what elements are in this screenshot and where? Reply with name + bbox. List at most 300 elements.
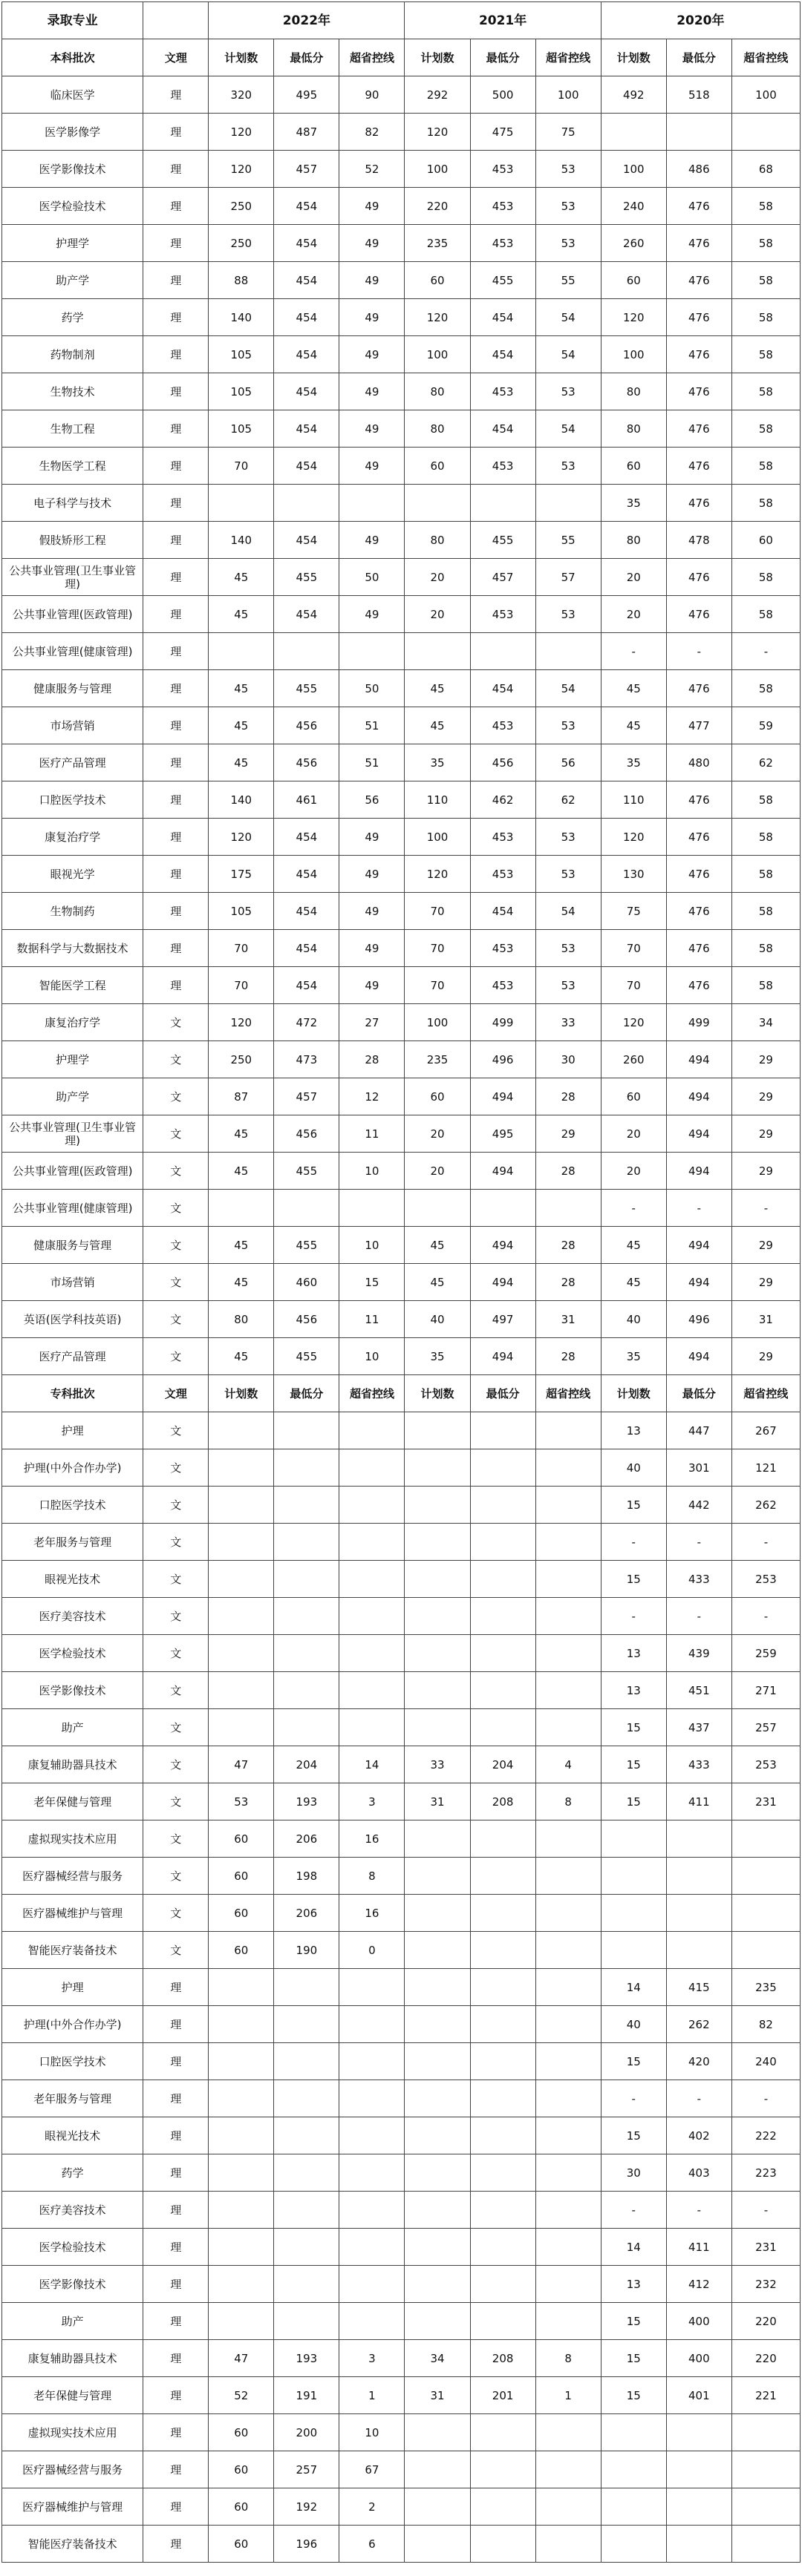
table-row	[2, 2006, 801, 2043]
major-name-cell: 医疗器械经营与服务	[2, 2451, 143, 2488]
value-cell: -	[666, 2192, 731, 2229]
value-cell	[274, 2006, 339, 2043]
value-cell: 31	[405, 2377, 470, 2414]
track-cell: 理	[143, 336, 209, 373]
track-cell: 文	[143, 1709, 209, 1746]
value-cell: 411	[666, 2229, 731, 2266]
value-cell: 58	[731, 967, 800, 1004]
value-cell	[405, 2266, 470, 2303]
value-cell	[339, 2080, 405, 2117]
value-cell: 3	[339, 2340, 405, 2377]
value-cell: 476	[666, 967, 731, 1004]
value-cell: 29	[535, 1115, 601, 1153]
value-cell: 16	[339, 1820, 405, 1858]
value-cell	[535, 633, 601, 670]
value-cell: 456	[470, 744, 535, 781]
value-cell	[666, 1932, 731, 1969]
value-cell: 120	[209, 1004, 274, 1041]
track-cell: 理	[143, 2303, 209, 2340]
value-cell	[601, 1858, 666, 1895]
value-cell: 455	[470, 522, 535, 559]
value-cell: 494	[666, 1153, 731, 1190]
major-name-cell: 公共事业管理(医政管理)	[2, 1153, 143, 1190]
value-cell: 28	[535, 1153, 601, 1190]
major-name-cell: 虚拟现实技术应用	[2, 1820, 143, 1858]
track-cell: 理	[143, 633, 209, 670]
track-cell: 理	[143, 893, 209, 930]
value-cell: 499	[666, 1004, 731, 1041]
value-cell: 55	[535, 522, 601, 559]
value-cell: 454	[470, 410, 535, 448]
value-cell: 45	[209, 559, 274, 596]
value-cell: 494	[666, 1264, 731, 1301]
major-name-cell: 助产学	[2, 1078, 143, 1115]
table-row	[2, 1672, 801, 1709]
value-cell: 58	[731, 819, 800, 856]
value-cell: 58	[731, 225, 800, 262]
value-cell: 120	[601, 819, 666, 856]
value-cell: 15	[601, 1709, 666, 1746]
value-cell: 235	[405, 1041, 470, 1078]
value-cell: 88	[209, 262, 274, 299]
value-cell: 11	[339, 1115, 405, 1153]
value-cell	[209, 1449, 274, 1487]
value-cell: 35	[405, 1338, 470, 1375]
value-cell	[470, 2006, 535, 2043]
value-cell	[274, 2229, 339, 2266]
value-cell: 476	[666, 856, 731, 893]
major-name-cell: 老年保健与管理	[2, 2377, 143, 2414]
value-cell: 35	[601, 1338, 666, 1375]
value-cell	[405, 1598, 470, 1635]
value-cell: 453	[470, 819, 535, 856]
value-cell	[731, 2488, 800, 2526]
table-row	[2, 225, 801, 262]
value-cell	[470, 1858, 535, 1895]
value-cell: 120	[405, 856, 470, 893]
value-cell	[339, 1412, 405, 1449]
major-name-cell: 护理学	[2, 225, 143, 262]
value-cell	[274, 1561, 339, 1598]
major-name-cell: 公共事业管理(健康管理)	[2, 1190, 143, 1227]
value-cell: 56	[535, 744, 601, 781]
value-cell: 87	[209, 1078, 274, 1115]
value-cell: 453	[470, 373, 535, 410]
value-cell: -	[601, 1524, 666, 1561]
value-cell	[209, 1709, 274, 1746]
value-cell: 208	[470, 1783, 535, 1820]
section-label: 专科批次	[2, 1375, 143, 1412]
major-name-cell: 医疗器械维护与管理	[2, 2488, 143, 2526]
value-cell: 56	[339, 781, 405, 819]
value-cell: 60	[405, 448, 470, 485]
value-cell	[405, 1412, 470, 1449]
year-header-row	[2, 2, 801, 39]
major-name-cell: 医疗产品管理	[2, 744, 143, 781]
metric-column-header: 计划数	[209, 1375, 274, 1412]
value-cell: 454	[274, 893, 339, 930]
value-cell: 58	[731, 410, 800, 448]
value-cell	[209, 1635, 274, 1672]
value-cell: 45	[405, 1227, 470, 1264]
value-cell: 15	[601, 1783, 666, 1820]
value-cell: 221	[731, 2377, 800, 2414]
value-cell	[470, 2154, 535, 2192]
table-row	[2, 2526, 801, 2563]
value-cell: 191	[274, 2377, 339, 2414]
value-cell: 49	[339, 373, 405, 410]
value-cell	[405, 1561, 470, 1598]
value-cell: 454	[274, 262, 339, 299]
value-cell	[470, 1672, 535, 1709]
value-cell	[209, 1561, 274, 1598]
value-cell: 105	[209, 373, 274, 410]
value-cell	[470, 1190, 535, 1227]
major-name-cell: 智能医疗装备技术	[2, 1932, 143, 1969]
major-name-cell: 生物医学工程	[2, 448, 143, 485]
value-cell: 120	[601, 299, 666, 336]
value-cell	[339, 2006, 405, 2043]
value-cell: 1	[339, 2377, 405, 2414]
value-cell: 53	[535, 707, 601, 744]
value-cell: 454	[274, 225, 339, 262]
value-cell: 58	[731, 596, 800, 633]
major-name-cell: 口腔医学技术	[2, 2043, 143, 2080]
value-cell: 400	[666, 2340, 731, 2377]
value-cell	[601, 1932, 666, 1969]
value-cell: 49	[339, 967, 405, 1004]
table-row	[2, 1115, 801, 1153]
section-header-row	[2, 39, 801, 76]
table-row	[2, 2414, 801, 2451]
value-cell: 53	[209, 1783, 274, 1820]
value-cell: 494	[666, 1041, 731, 1078]
value-cell: 45	[209, 1338, 274, 1375]
value-cell	[339, 2303, 405, 2340]
value-cell: 453	[470, 188, 535, 225]
table-row	[2, 1412, 801, 1449]
year-2022-header: 2022年	[209, 2, 405, 39]
value-cell: 120	[209, 151, 274, 188]
table-row	[2, 559, 801, 596]
value-cell: 500	[470, 76, 535, 114]
major-name-cell: 眼视光技术	[2, 2117, 143, 2154]
track-cell: 文	[143, 1487, 209, 1524]
value-cell: 196	[274, 2526, 339, 2563]
value-cell: 62	[731, 744, 800, 781]
track-cell: 理	[143, 2117, 209, 2154]
value-cell	[535, 1412, 601, 1449]
value-cell: 200	[274, 2414, 339, 2451]
track-cell: 理	[143, 2080, 209, 2117]
value-cell: 120	[405, 114, 470, 151]
value-cell: 20	[601, 559, 666, 596]
table-row	[2, 1153, 801, 1190]
value-cell: 70	[405, 967, 470, 1004]
table-row	[2, 1487, 801, 1524]
value-cell: 201	[470, 2377, 535, 2414]
value-cell	[339, 2266, 405, 2303]
value-cell: 456	[274, 1115, 339, 1153]
value-cell: 193	[274, 2340, 339, 2377]
value-cell: 100	[405, 1004, 470, 1041]
value-cell: 58	[731, 299, 800, 336]
value-cell: -	[731, 1524, 800, 1561]
track-cell: 理	[143, 2192, 209, 2229]
value-cell: 206	[274, 1820, 339, 1858]
value-cell: -	[666, 1190, 731, 1227]
value-cell: 35	[601, 485, 666, 522]
value-cell: 455	[274, 1153, 339, 1190]
value-cell: 29	[731, 1153, 800, 1190]
value-cell: 10	[339, 1227, 405, 1264]
value-cell	[470, 2526, 535, 2563]
track-cell: 理	[143, 2229, 209, 2266]
value-cell	[405, 1524, 470, 1561]
major-name-cell: 药学	[2, 2154, 143, 2192]
table-row	[2, 114, 801, 151]
value-cell	[731, 1858, 800, 1895]
value-cell: 30	[601, 2154, 666, 2192]
track-cell: 理	[143, 410, 209, 448]
value-cell: 20	[601, 596, 666, 633]
track-cell: 理	[143, 1969, 209, 2006]
value-cell	[666, 1858, 731, 1895]
value-cell: 49	[339, 188, 405, 225]
value-cell: 454	[470, 299, 535, 336]
value-cell: 403	[666, 2154, 731, 2192]
major-name-cell: 假肢矫形工程	[2, 522, 143, 559]
value-cell: 29	[731, 1115, 800, 1153]
value-cell	[339, 2192, 405, 2229]
value-cell: 80	[405, 373, 470, 410]
value-cell: 31	[731, 1301, 800, 1338]
value-cell: 28	[535, 1227, 601, 1264]
value-cell	[209, 1524, 274, 1561]
track-cell: 理	[143, 2006, 209, 2043]
value-cell	[470, 1895, 535, 1932]
value-cell	[601, 114, 666, 151]
value-cell: 28	[339, 1041, 405, 1078]
value-cell: 100	[405, 336, 470, 373]
table-row	[2, 1820, 801, 1858]
value-cell: 53	[535, 225, 601, 262]
value-cell: 454	[470, 336, 535, 373]
table-row	[2, 1932, 801, 1969]
value-cell	[339, 485, 405, 522]
value-cell: 100	[601, 151, 666, 188]
value-cell: 13	[601, 1672, 666, 1709]
table-row	[2, 2154, 801, 2192]
track-cell: 理	[143, 188, 209, 225]
value-cell: 2	[339, 2488, 405, 2526]
value-cell	[209, 633, 274, 670]
major-name-cell: 护理(中外合作办学)	[2, 1449, 143, 1487]
track-cell: 理	[143, 485, 209, 522]
table-row	[2, 1598, 801, 1635]
value-cell	[274, 2117, 339, 2154]
major-name-cell: 医学影像技术	[2, 2266, 143, 2303]
value-cell: 51	[339, 744, 405, 781]
value-cell: 140	[209, 781, 274, 819]
value-cell: 60	[405, 262, 470, 299]
track-cell: 理	[143, 744, 209, 781]
track-cell: 理	[143, 76, 209, 114]
value-cell: 54	[535, 299, 601, 336]
value-cell: 58	[731, 856, 800, 893]
value-cell: 45	[601, 1227, 666, 1264]
value-cell: 454	[274, 448, 339, 485]
value-cell: 130	[601, 856, 666, 893]
value-cell: 70	[209, 967, 274, 1004]
major-name-cell: 虚拟现实技术应用	[2, 2414, 143, 2451]
value-cell	[470, 2451, 535, 2488]
value-cell: 250	[209, 188, 274, 225]
value-cell: 28	[535, 1078, 601, 1115]
value-cell: 454	[470, 893, 535, 930]
major-name-cell: 医疗美容技术	[2, 2192, 143, 2229]
value-cell	[339, 1487, 405, 1524]
value-cell	[405, 2229, 470, 2266]
value-cell: 58	[731, 781, 800, 819]
value-cell: 453	[470, 856, 535, 893]
value-cell: 120	[209, 114, 274, 151]
track-cell: 理	[143, 448, 209, 485]
value-cell	[339, 1524, 405, 1561]
track-cell: 理	[143, 2488, 209, 2526]
value-cell: 58	[731, 262, 800, 299]
track-cell: 理	[143, 2414, 209, 2451]
value-cell: 54	[535, 336, 601, 373]
value-cell: 35	[405, 744, 470, 781]
value-cell: 40	[405, 1301, 470, 1338]
value-cell: 495	[470, 1115, 535, 1153]
value-cell: 494	[470, 1153, 535, 1190]
value-cell: 80	[601, 410, 666, 448]
track-cell: 文	[143, 1449, 209, 1487]
value-cell: 454	[274, 299, 339, 336]
value-cell	[274, 2154, 339, 2192]
value-cell	[666, 1820, 731, 1858]
value-cell: 80	[209, 1301, 274, 1338]
value-cell	[731, 2414, 800, 2451]
track-cell: 理	[143, 967, 209, 1004]
track-cell: 文	[143, 1858, 209, 1895]
value-cell: 453	[470, 967, 535, 1004]
value-cell	[535, 1895, 601, 1932]
value-cell: 53	[535, 930, 601, 967]
value-cell: 58	[731, 448, 800, 485]
value-cell: 455	[274, 670, 339, 707]
value-cell: 20	[601, 1115, 666, 1153]
value-cell: 259	[731, 1635, 800, 1672]
table-row	[2, 2451, 801, 2488]
value-cell: 60	[209, 2526, 274, 2563]
major-name-cell: 健康服务与管理	[2, 1227, 143, 1264]
table-row	[2, 1783, 801, 1820]
value-cell: 140	[209, 299, 274, 336]
value-cell: 412	[666, 2266, 731, 2303]
track-cell: 文	[143, 1412, 209, 1449]
value-cell: 53	[535, 188, 601, 225]
table-row	[2, 1524, 801, 1561]
major-name-cell: 公共事业管理(卫生事业管理)	[2, 1115, 143, 1153]
value-cell: 70	[601, 930, 666, 967]
value-cell: 476	[666, 930, 731, 967]
value-cell: 20	[405, 1153, 470, 1190]
value-cell: 45	[209, 1153, 274, 1190]
value-cell: 140	[209, 522, 274, 559]
major-name-cell: 口腔医学技术	[2, 781, 143, 819]
value-cell: 70	[209, 448, 274, 485]
value-cell: 20	[405, 559, 470, 596]
value-cell: 476	[666, 819, 731, 856]
table-row	[2, 2266, 801, 2303]
table-row	[2, 1264, 801, 1301]
value-cell: 12	[339, 1078, 405, 1115]
value-cell	[274, 1412, 339, 1449]
value-cell: 75	[535, 114, 601, 151]
value-cell: 47	[209, 2340, 274, 2377]
value-cell	[209, 485, 274, 522]
value-cell: 204	[470, 1746, 535, 1783]
value-cell: 494	[470, 1227, 535, 1264]
value-cell	[339, 1635, 405, 1672]
table-row	[2, 744, 801, 781]
value-cell: 494	[666, 1078, 731, 1115]
value-cell	[405, 2080, 470, 2117]
table-row	[2, 2117, 801, 2154]
value-cell: 13	[601, 2266, 666, 2303]
track-cell: 理	[143, 522, 209, 559]
value-cell	[601, 2414, 666, 2451]
value-cell: 260	[601, 1041, 666, 1078]
value-cell: 120	[601, 1004, 666, 1041]
track-cell: 文	[143, 1524, 209, 1561]
value-cell: 320	[209, 76, 274, 114]
value-cell	[339, 2117, 405, 2154]
value-cell: 80	[405, 410, 470, 448]
value-cell: 13	[601, 1635, 666, 1672]
value-cell: 60	[209, 2451, 274, 2488]
track-cell: 理	[143, 299, 209, 336]
table-row	[2, 262, 801, 299]
table-row	[2, 448, 801, 485]
value-cell: 49	[339, 856, 405, 893]
value-cell	[209, 2006, 274, 2043]
value-cell	[535, 1561, 601, 1598]
value-cell: 14	[339, 1746, 405, 1783]
value-cell	[209, 1598, 274, 1635]
major-name-cell: 老年服务与管理	[2, 2080, 143, 2117]
value-cell	[405, 1709, 470, 1746]
metric-column-header: 最低分	[274, 1375, 339, 1412]
track-cell: 理	[143, 2451, 209, 2488]
track-cell: 文	[143, 1598, 209, 1635]
value-cell: -	[731, 2192, 800, 2229]
value-cell	[405, 1635, 470, 1672]
value-cell: 70	[405, 893, 470, 930]
major-name-cell: 医学检验技术	[2, 1635, 143, 1672]
value-cell: 82	[731, 2006, 800, 2043]
value-cell: 49	[339, 336, 405, 373]
value-cell: 456	[274, 707, 339, 744]
table-row	[2, 819, 801, 856]
metric-column-header: 最低分	[274, 39, 339, 76]
table-row	[2, 2488, 801, 2526]
major-name-cell: 电子科学与技术	[2, 485, 143, 522]
value-cell: 231	[731, 2229, 800, 2266]
